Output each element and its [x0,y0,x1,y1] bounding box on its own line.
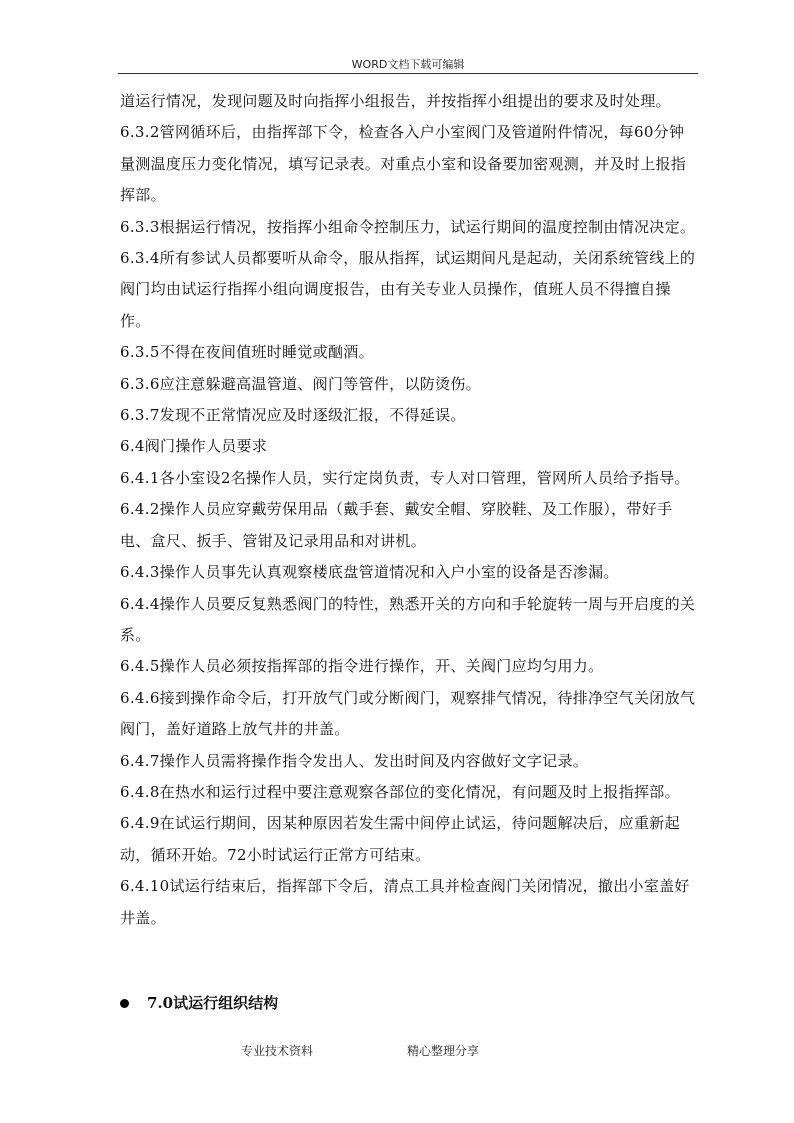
paragraph: 6.3.7发现不正常情况应及时逐级汇报，不得延误。 [120,406,466,425]
footer-left: 专业技术资料 [241,1044,314,1058]
document-body [120,86,698,934]
paragraph: 6.3.4所有参试人员都要听从命令，服从指挥，试运期间凡是起动，关闭系统管线上的阀门均由试运行指挥小组向调度报告，由有关专业人员操作，值班人员不得擅自操作。 [120,249,696,330]
footer-right: 精心整理分享 [407,1044,480,1058]
paragraph: 6.4.3操作人员事先认真观察楼底盘管道情况和入户小室的设备是否渗漏。 [120,563,619,582]
paragraph: 道运行情况，发现问题及时向指挥小组报告，并按指挥小组提出的要求及时处理。 [120,92,671,110]
bullet-icon [120,999,129,1008]
paragraph: 6.4.10试运行结束后，指挥部下令后，清点工具并检查阀门关闭情况，撤出小室盖好井盖。 [120,877,690,927]
section-heading-text: 7.0试运行组织结构 [147,994,279,1012]
paragraph: 6.4.7操作人员需将操作指令发出人、发出时间及内容做好文字记录。 [120,751,589,770]
paragraph: 6.3.3根据运行情况，按指挥小组命令控制压力，试运行期间的温度控制由情况决定。 [120,217,696,236]
section-heading [120,988,520,1018]
paragraph: 6.4.8在热水和运行过程中要注意观察各部位的变化情况，有问题及时上报指挥部。 [120,782,680,801]
page-header: WORD文档下载可编辑 [351,58,465,71]
subsection-heading: 6.4阀门操作人员要求 [120,437,268,456]
paragraph: 6.3.2管网循环后，由指挥部下令，检查各入户小室阀门及管道附件情况，每60分钟量测温度压力变化情况，填写记录表。对重点小室和设备要加密观测，并及时上报指挥部。 [120,123,687,205]
header-rule [118,73,698,74]
paragraph: 6.4.2操作人员应穿戴劳保用品（戴手套、戴安全帽、穿胶鞋、及工作服），带好手电、盒尺、扳手、管钳及记录用品和对讲机。 [120,500,673,550]
paragraph: 6.4.5操作人员必须按指挥部的指令进行操作，开、关阀门应均匀用力。 [120,657,604,676]
paragraph: 6.3.6应注意躲避高温管道、阀门等管件，以防烫伤。 [120,374,481,393]
paragraph: 6.4.1各小室设2名操作人员，实行定岗负责，专人对口管理，管网所人员给予指导。 [120,468,690,487]
paragraph: 6.4.4操作人员要反复熟悉阀门的特性，熟悉开关的方向和手轮旋转一周与开启度的关系。 [120,594,696,644]
paragraph: 6.4.9在试运行期间，因某种原因若发生需中间停止试运，待问题解决后，应重新起动，循环开始。72小时试运行正常方可结束。 [120,814,680,864]
paragraph: 6.4.6接到操作命令后，打开放气门或分断阀门，观察排气情况，待排净空气关闭放气阀门，盖好道路上放气井的井盖。 [120,688,696,739]
paragraph: 6.3.5不得在夜间值班时睡觉或酗酒。 [120,343,374,362]
